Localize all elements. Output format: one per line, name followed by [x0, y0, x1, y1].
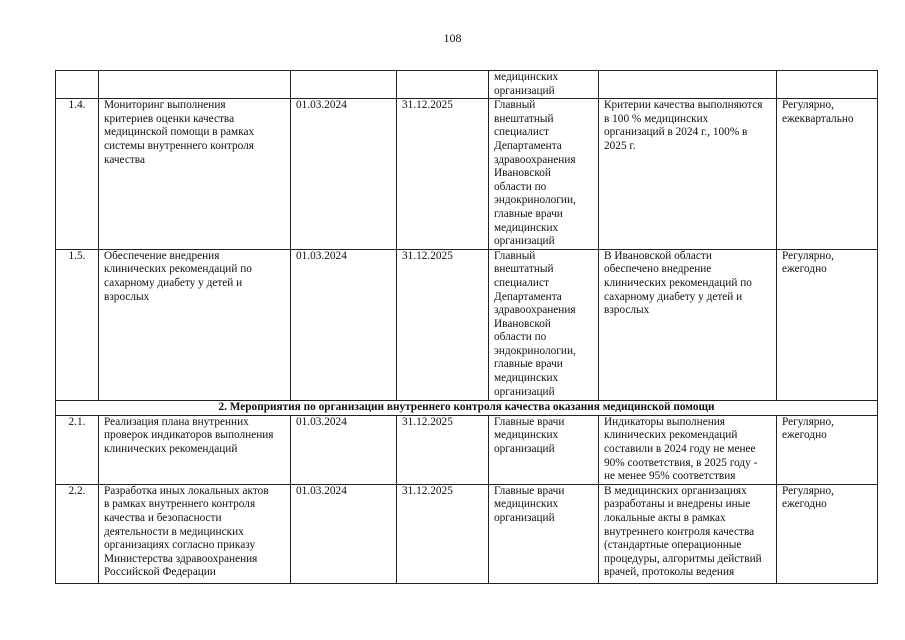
end-date-cell: 31.12.2025 — [397, 249, 489, 400]
frequency-cell — [777, 71, 878, 99]
table-row — [56, 249, 878, 400]
row-number: 1.5. — [56, 249, 99, 400]
result-cell: Индикаторы выполнения клинических рекомендаций составили в 2024 году не менее 90% соответствия, в 2025 году - не менее 95% соответствия — [599, 415, 777, 484]
result-cell: Критерии качества выполняются в 100 % медицинских организаций в 2024 г., 100% в 2025 г. — [599, 99, 777, 250]
page-number: 108 — [443, 31, 462, 45]
responsible-cell: Главные врачи медицинских организаций — [489, 415, 599, 484]
row-number: 2.2. — [56, 484, 99, 583]
start-date-cell: 01.03.2024 — [291, 484, 397, 583]
section-header-row — [56, 400, 878, 415]
responsible-cell: Главный внештатный специалист Департамента здравоохранения Ивановской области по эндокринологии, главные врачи медицинских организаций — [489, 249, 599, 400]
table-row — [56, 71, 878, 99]
frequency-cell: Регулярно, ежегодно — [777, 249, 878, 400]
end-date-cell: 31.12.2025 — [397, 415, 489, 484]
action-cell: Обеспечение внедрения клинических рекомендаций по сахарному диабету у детей и взрослых — [99, 249, 291, 400]
result-cell: В медицинских организациях разработаны и внедрены иные локальные акты в рамках внутреннего контроля качества (стандартные операционные процедуры, алгоритмы действий врачей, протоколы ведения — [599, 484, 777, 583]
frequency-cell: Регулярно, ежегодно — [777, 484, 878, 583]
frequency-cell: Регулярно, ежегодно — [777, 415, 878, 484]
section-title: 2. Мероприятия по организации внутреннего контроля качества оказания медицинской помощи — [56, 400, 878, 415]
end-date-cell — [397, 71, 489, 99]
responsible-cell: медицинских организаций — [489, 71, 599, 99]
start-date-cell: 01.03.2024 — [291, 249, 397, 400]
responsible-cell: Главный внештатный специалист Департамента здравоохранения Ивановской области по эндокринологии, главные врачи медицинских организаций — [489, 99, 599, 250]
row-number: 1.4. — [56, 99, 99, 250]
result-cell — [599, 71, 777, 99]
row-number: 2.1. — [56, 415, 99, 484]
row-number — [56, 71, 99, 99]
end-date-cell: 31.12.2025 — [397, 99, 489, 250]
action-cell: Разработка иных локальных актов в рамках внутреннего контроля качества и безопасности деятельности в медицинских организациях согласно приказу Министерства здравоохранения Российской Федерации — [99, 484, 291, 583]
action-cell: Мониторинг выполнения критериев оценки качества медицинской помощи в рамках системы внутреннего контроля качества — [99, 99, 291, 250]
table-row — [56, 415, 878, 484]
table-row — [56, 99, 878, 250]
table-row — [56, 484, 878, 583]
start-date-cell: 01.03.2024 — [291, 415, 397, 484]
start-date-cell — [291, 71, 397, 99]
result-cell: В Ивановской области обеспечено внедрение клинических рекомендаций по сахарному диабету у детей и взрослых — [599, 249, 777, 400]
start-date-cell: 01.03.2024 — [291, 99, 397, 250]
responsible-cell: Главные врачи медицинских организаций — [489, 484, 599, 583]
frequency-cell: Регулярно, ежеквартально — [777, 99, 878, 250]
end-date-cell: 31.12.2025 — [397, 484, 489, 583]
action-cell — [99, 71, 291, 99]
activities-table — [55, 70, 878, 584]
action-cell: Реализация плана внутренних проверок индикаторов выполнения клинических рекомендаций — [99, 415, 291, 484]
